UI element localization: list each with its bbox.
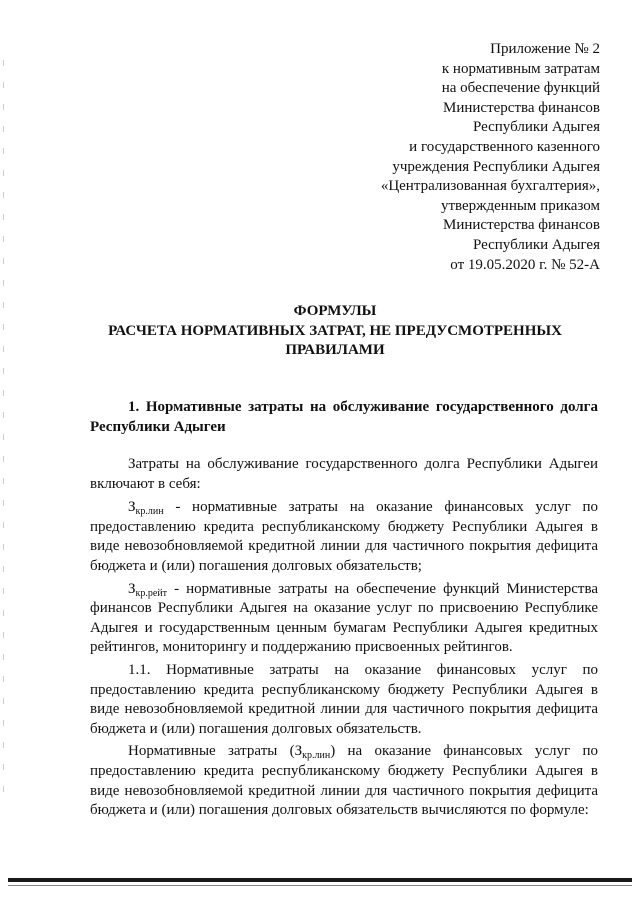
item-text: - нормативные затраты на оказание финансовых услуг по предоставлению кредита республиканскому бюджету Республики Адыгея в виде невозобновляемой кредитной линии для частичного покрытия дефицита бюджета и (или) погашения долговых обязательств; [90,499,598,574]
title-line-3: ПРАВИЛАМИ [285,342,385,358]
annex-line: Министерства финансов [443,99,600,116]
item-kr-lin-paragraph [90,498,598,576]
item-text: - нормативные затраты на обеспечение функций Министерства финансов Республики Адыгея на оказание услуг по присвоению Республике Адыгея и государственным ценным бумагам Республики Адыгея кредитных рейтингов, мониторингу и поддержанию присвоенных рейтингов. [90,580,598,656]
annex-line: «Централизованная бухгалтерия», [380,178,600,195]
formula-pre-text: Нормативные затраты ( [128,743,295,760]
section-heading: 1. Нормативные затраты на обслуживание государственного долга Республики Адыгеи [90,399,598,435]
item-kr-reit-paragraph [90,580,598,658]
symbol: З [294,743,303,760]
annex-line: Республики Адыгея [472,119,600,136]
annex-line: Министерства финансов [443,217,600,234]
annex-line: Приложение № 2 [490,41,600,57]
symbol-subscript: кр.рейт [135,587,168,599]
annex-line: от 19.05.2020 г. № 52-А [450,256,600,273]
annex-line: на обеспечение функций [441,80,600,97]
title-line-2: РАСЧЕТА НОРМАТИВНЫХ ЗАТРАТ, НЕ ПРЕДУСМОТРЕННЫХ [108,322,562,339]
annex-line: Республики Адыгея [472,236,600,253]
scan-edge-mark [3,60,4,800]
title-line-1: ФОРМУЛЫ [293,303,377,319]
symbol-subscript: кр.лин [135,506,164,518]
scan-bottom-line [8,885,632,886]
formula-intro-paragraph [90,742,598,820]
body-text [90,455,598,824]
scan-bottom-bar [8,878,632,882]
formula-post-text: ) на оказание финансовых услуг по предоставлению кредита республиканскому бюджету Республики Адыгея в виде невозобновляемой кредитной линии для частичного покрытия дефицита бюджета и (или) погашения долговых обязательств вычисляются по формуле: [90,743,598,819]
annex-line: учреждения Республики Адыгея [392,158,600,175]
symbol: З [128,499,136,516]
subsection-1-1-paragraph: 1.1. Нормативные затраты на оказание финансовых услуг по предоставлению кредита республиканскому бюджету Республики Адыгея в виде невозобновляемой кредитной линии для частичного покрытия дефицита бюджета и (или) погашения долговых обязательств. [90,661,598,737]
annex-block [381,40,600,275]
annex-line: утвержденным приказом [440,197,600,214]
document-title [90,302,580,361]
intro-paragraph: Затраты на обслуживание государственного долга Республики Адыгеи включают в себя: [90,456,598,492]
symbol: З [128,580,136,597]
symbol-subscript: кр.лин [302,750,331,762]
annex-line: к нормативным затратам [441,60,600,77]
annex-line: и государственного казенного [409,138,600,155]
